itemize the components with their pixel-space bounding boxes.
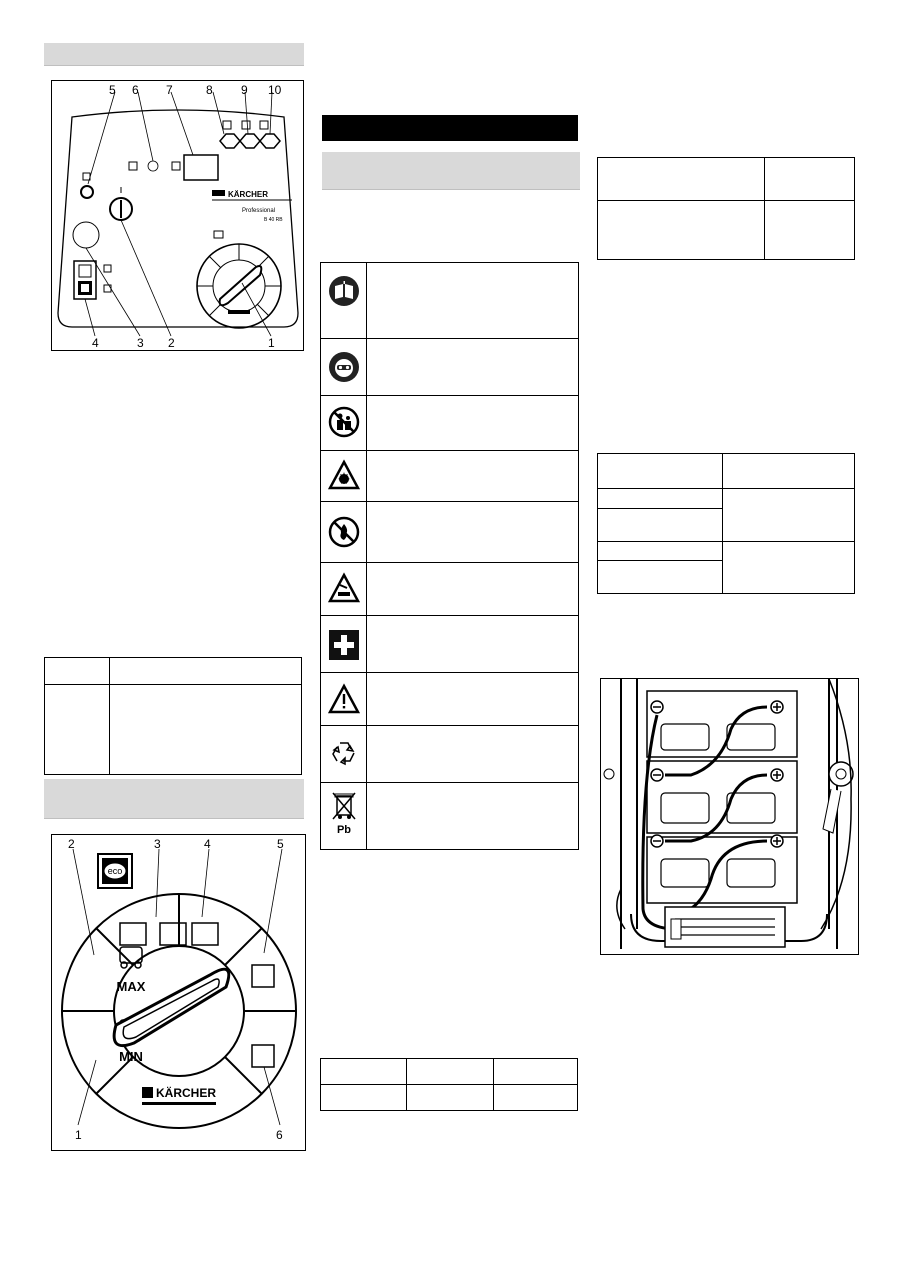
left-table-cell	[110, 685, 302, 775]
right-table-2-cell	[723, 542, 855, 594]
callout-4: 4	[92, 336, 99, 350]
callout-6: 6	[132, 83, 139, 97]
left-table-cell	[45, 658, 110, 685]
symbols-row-line	[321, 672, 578, 673]
symbols-row-line	[321, 338, 578, 339]
middle-table-cell	[407, 1085, 494, 1111]
right-table-2-cell	[598, 561, 723, 594]
symbols-row-line	[321, 782, 578, 783]
program-dial-figure	[51, 834, 306, 1151]
symbols-row-line	[321, 395, 578, 396]
right-table-1	[597, 157, 855, 260]
acid-icon	[328, 572, 360, 604]
control-panel-figure	[51, 80, 304, 351]
dial-brand-text: KÄRCHER	[156, 1086, 216, 1100]
black-header-bar	[322, 115, 578, 141]
right-table-2-cell	[598, 542, 723, 561]
no-fire-icon	[328, 516, 360, 548]
first-aid-icon	[328, 629, 360, 661]
panel-brand-text: KÄRCHER	[228, 190, 268, 199]
max-label: MAX	[116, 979, 146, 994]
symbols-row-line	[321, 562, 578, 563]
middle-table	[320, 1058, 578, 1111]
callout-8: 8	[206, 83, 213, 97]
left-table-cell	[45, 685, 110, 775]
symbols-divider	[366, 263, 367, 849]
safety-symbols-table	[320, 262, 579, 850]
goggles-icon	[328, 351, 360, 383]
dial-callout-6: 6	[276, 1128, 283, 1142]
panel-model-label: Professional	[242, 208, 276, 214]
recycle-icon	[328, 737, 360, 769]
callout-3: 3	[137, 336, 144, 350]
dial-callout-3: 3	[154, 837, 161, 851]
panel-model-code: B 40 RB	[264, 217, 283, 223]
right-table-1-cell	[765, 201, 855, 260]
right-table-2-cell	[723, 454, 855, 489]
callout-9: 9	[241, 83, 248, 97]
dial-callout-1: 1	[75, 1128, 82, 1142]
battery-disposal-icon	[328, 791, 360, 837]
dial-callout-4: 4	[204, 837, 211, 851]
section-header-middle	[322, 152, 580, 190]
read-manual-icon	[328, 275, 360, 307]
right-table-1-cell	[598, 158, 765, 201]
left-table-cell	[110, 658, 302, 685]
symbols-row-line	[321, 725, 578, 726]
control-panel-drawing	[52, 81, 305, 352]
warning-icon	[328, 683, 360, 715]
callout-5: 5	[109, 83, 116, 97]
min-label: MIN	[119, 1049, 143, 1064]
section-header-left-2	[44, 779, 304, 819]
callout-7: 7	[166, 83, 173, 97]
dial-callout-2: 2	[68, 837, 75, 851]
section-header-left	[44, 43, 304, 66]
symbols-row-line	[321, 615, 578, 616]
eco-label: eco	[107, 866, 123, 876]
right-table-2-cell	[598, 489, 723, 509]
left-table	[44, 657, 302, 775]
callout-1: 1	[268, 336, 275, 350]
callout-2: 2	[168, 336, 175, 350]
battery-drawing	[601, 679, 860, 956]
right-table-2-cell	[723, 489, 855, 542]
middle-table-cell	[494, 1085, 578, 1111]
right-table-2-cell	[598, 454, 723, 489]
symbols-row-line	[321, 501, 578, 502]
middle-table-cell	[321, 1085, 407, 1111]
right-table-1-cell	[598, 201, 765, 260]
battery-figure	[600, 678, 859, 955]
callout-10: 10	[268, 83, 282, 97]
symbols-row-line	[321, 450, 578, 451]
right-table-1-cell	[765, 158, 855, 201]
program-dial-drawing	[52, 835, 307, 1152]
dial-callout-5: 5	[277, 837, 284, 851]
right-table-2-cell	[598, 509, 723, 542]
middle-table-cell	[407, 1059, 494, 1085]
explosion-icon	[328, 459, 360, 491]
keep-children-away-icon	[328, 406, 360, 438]
middle-table-cell	[321, 1059, 407, 1085]
pb-label: Pb	[336, 824, 352, 836]
middle-table-cell	[494, 1059, 578, 1085]
right-table-2	[597, 453, 855, 594]
